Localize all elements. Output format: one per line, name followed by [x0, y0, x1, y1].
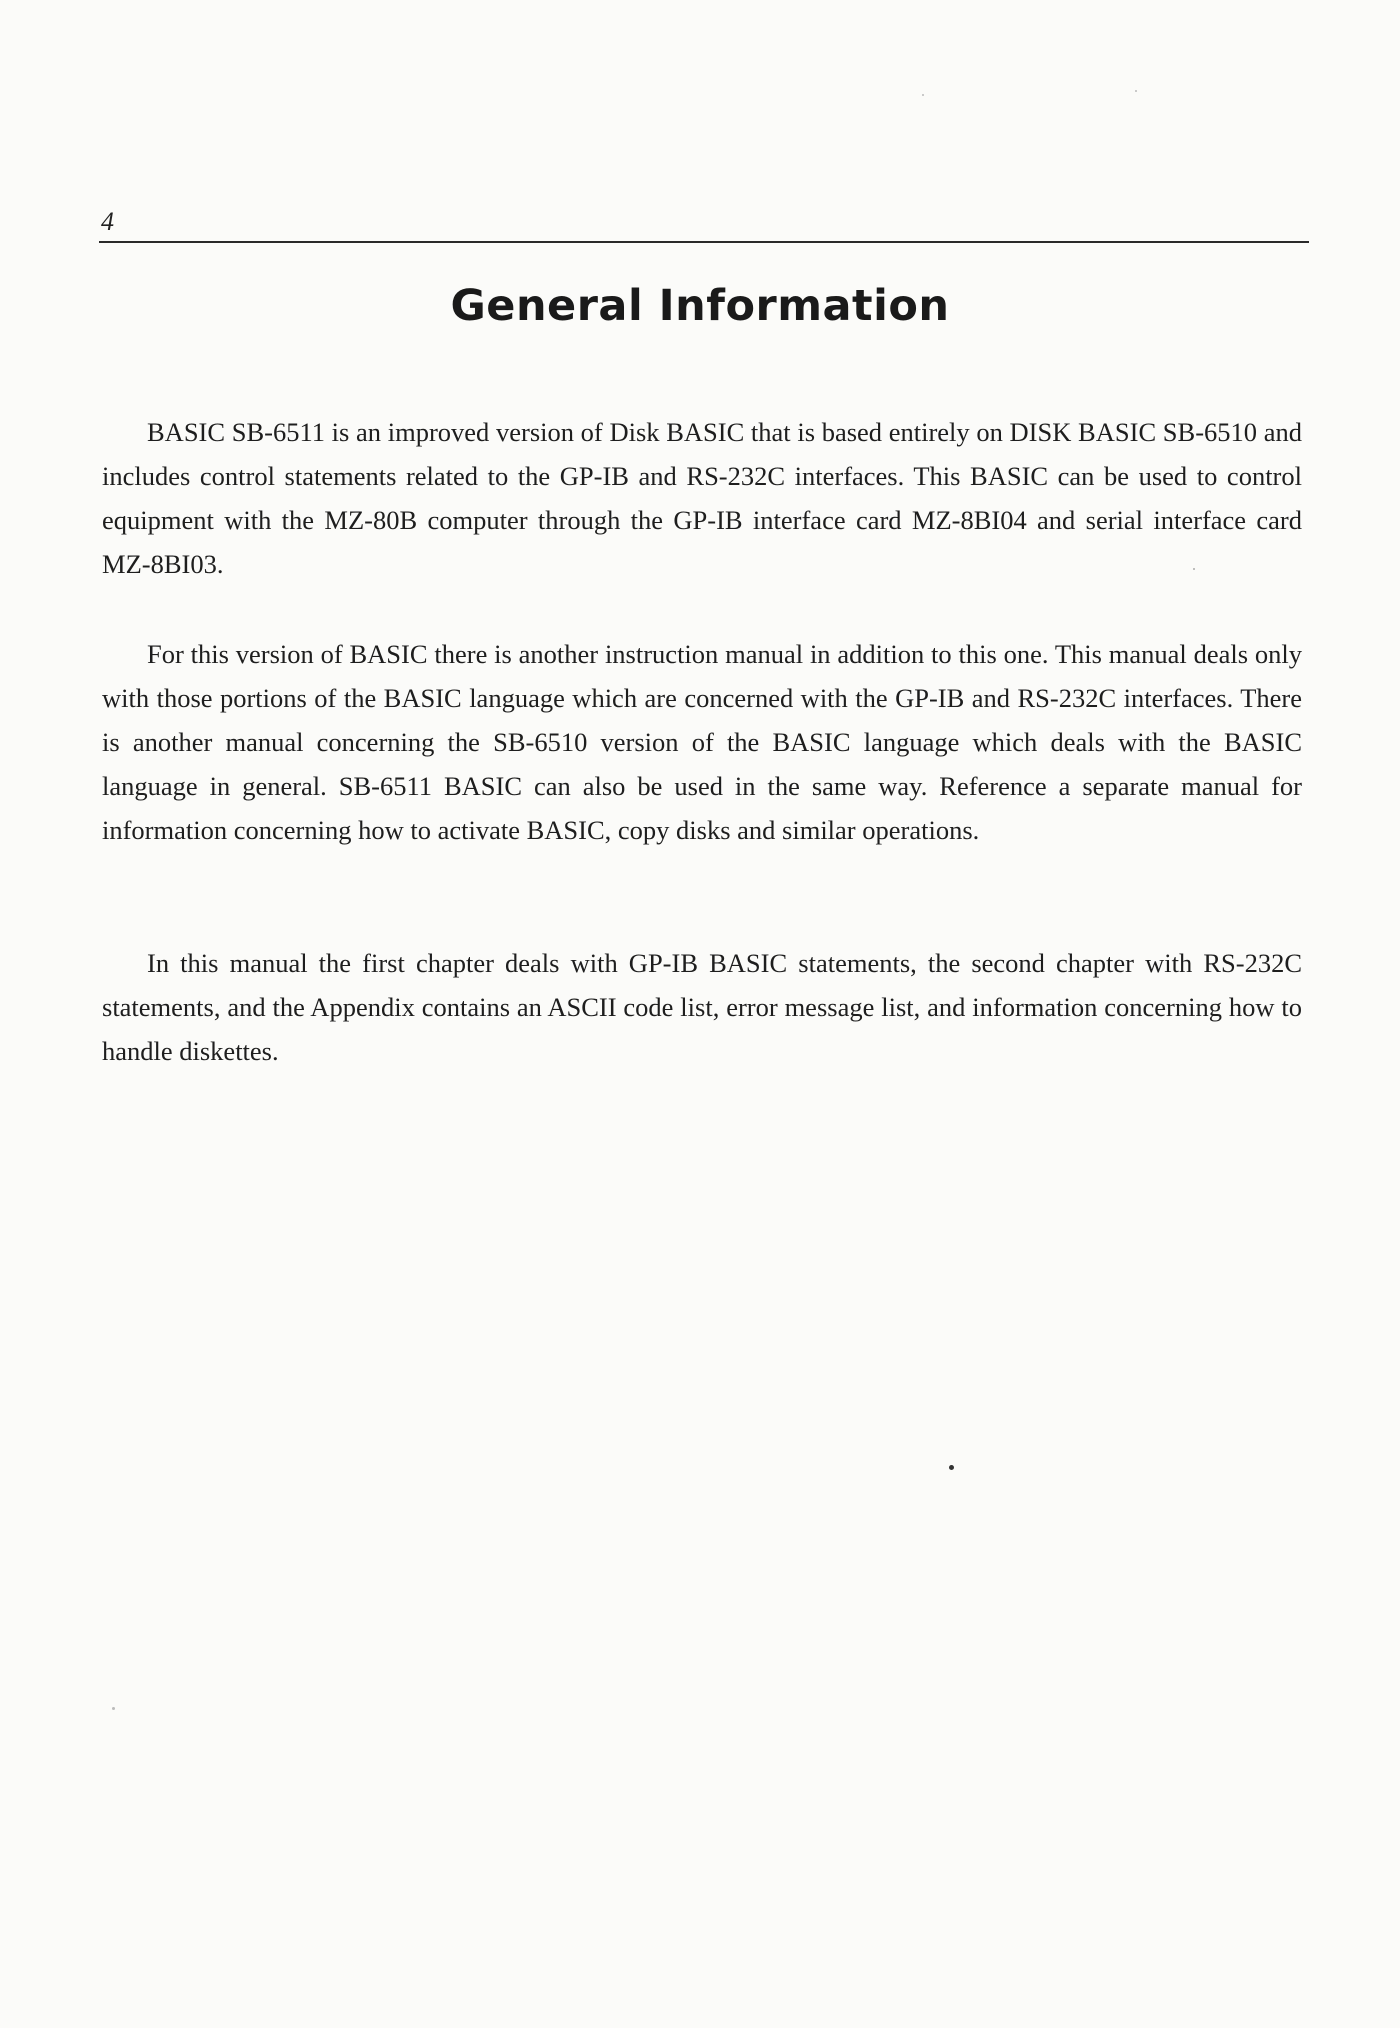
scan-speck [1193, 568, 1195, 570]
page-title: General Information [450, 281, 950, 331]
paragraph-contents: In this manual the first chapter deals with GP-IB BASIC statements, the second chapter with RS-232C statements, and the Appendix contains an ASCII code list, error message list, and information concerning how to handle diskettes. [102, 948, 1302, 1066]
scan-speck [949, 1465, 954, 1470]
page-number: 4 [101, 207, 114, 236]
scan-speck [112, 1707, 115, 1710]
paragraph-manuals: For this version of BASIC there is another instruction manual in addition to this one. This manual deals only with those portions of the BASIC language which are concerned with the GP-IB and RS-232C interfaces. There is another manual concerning the SB-6510 version of the BASIC language which deals with the BASIC language in general. SB-6511 BASIC can also be used in the same way. Reference a separate manual for information concerning how to activate BASIC, copy disks and similar operations. [102, 639, 1302, 845]
scan-speck [922, 94, 924, 96]
header-rule [99, 241, 1309, 243]
scan-speck [1135, 90, 1137, 92]
paragraph-intro: BASIC SB-6511 is an improved version of Disk BASIC that is based entirely on DISK BASIC SB-6510 and includes control statements related to the GP-IB and RS-232C interfaces. This BASIC can be used to control equipment with the MZ-80B computer through the GP-IB interface card MZ-8BI04 and serial interface card MZ-8BI03. [102, 417, 1302, 579]
